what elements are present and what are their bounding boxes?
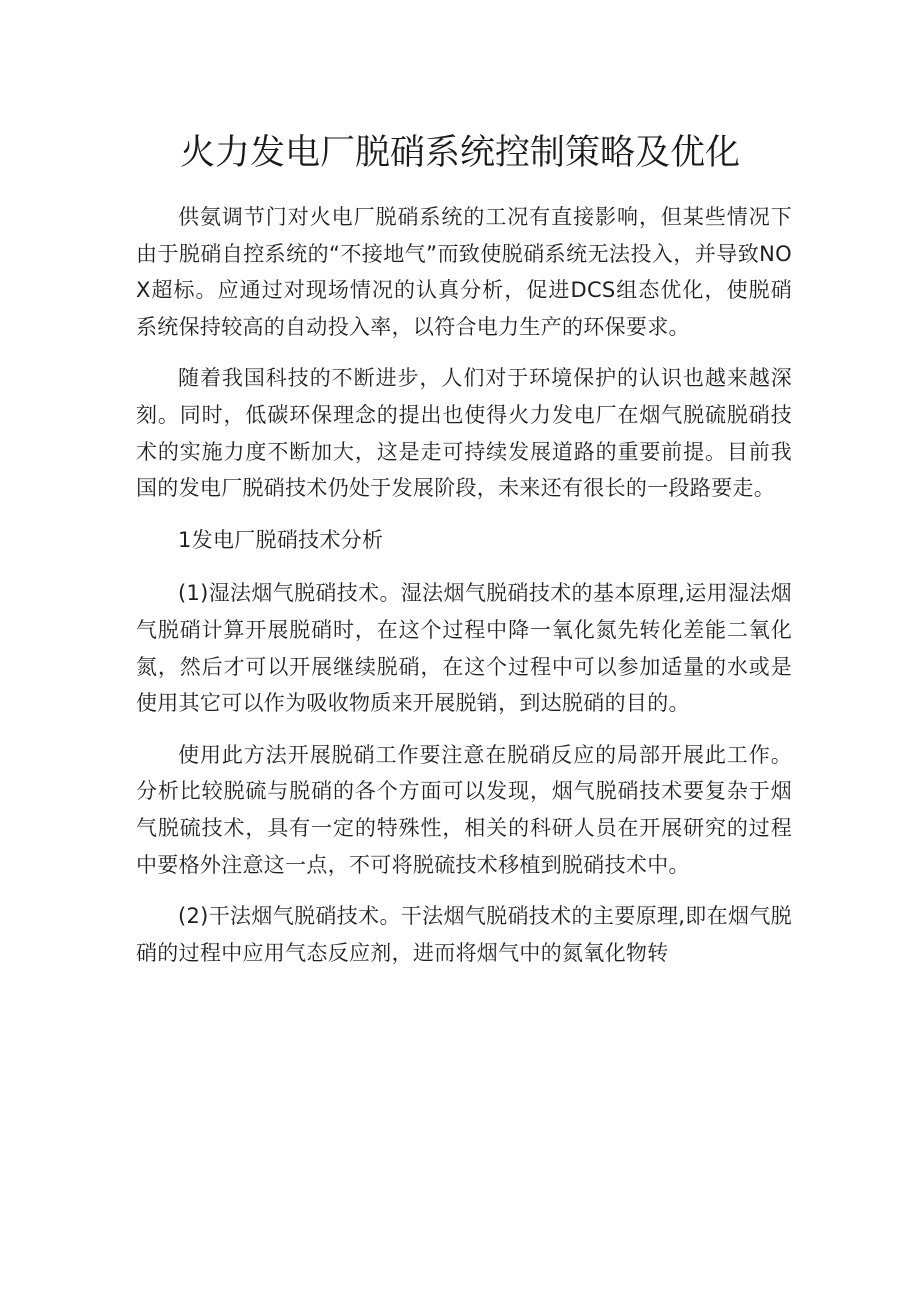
- paragraph-background: 随着我国科技的不断进步，人们对于环境保护的认识也越来越深刻。同时，低碳环保理念的提出也使得火力发电厂在烟气脱硫脱硝技术的实施力度不断加大，这是走可持续发展道路的重要前提。目前我国的发电厂脱硝技术仍处于发展阶段，未来还有很长的一段路要走。: [136, 366, 792, 501]
- paragraph-wet-denitrification: (1)湿法烟气脱硝技术。湿法烟气脱硝技术的基本原理,运用湿法烟气脱硝计算开展脱硝时，在这个过程中降一氧化氮先转化差能二氧化氮，然后才可以开展继续脱硝，在这个过程中可以参加适量的水或是使用其它可以作为吸收物质来开展脱销，到达脱硝的目的。: [136, 581, 792, 716]
- section-heading: 1发电厂脱硝技术分析: [178, 527, 384, 552]
- document-body: [136, 199, 792, 986]
- paragraph-dry-denitrification: (2)干法烟气脱硝技术。干法烟气脱硝技术的主要原理,即在烟气脱硝的过程中应用气态反应剂，进而将烟气中的氮氧化物转: [136, 904, 792, 965]
- paragraph-wet-notes: 使用此方法开展脱硝工作要注意在脱硝反应的局部开展此工作。分析比较脱硫与脱硝的各个方面可以发现，烟气脱硝技术要复杂于烟气脱硫技术，具有一定的特殊性，相关的科研人员在开展研究的过程中要格外注意这一点，不可将脱硫技术移植到脱硝技术中。: [136, 742, 792, 877]
- paragraph-intro: 供氨调节门对火电厂脱硝系统的工况有直接影响，但某些情况下由于脱硝自控系统的“不接地气”而致使脱硝系统无法投入，并导致NOX超标。应通过对现场情况的认真分析，促进DCS组态优化，使脱硝系统保持较高的自动投入率，以符合电力生产的环保要求。: [136, 205, 792, 339]
- document-title: 火力发电厂脱硝系统控制策略及优化: [179, 133, 740, 173]
